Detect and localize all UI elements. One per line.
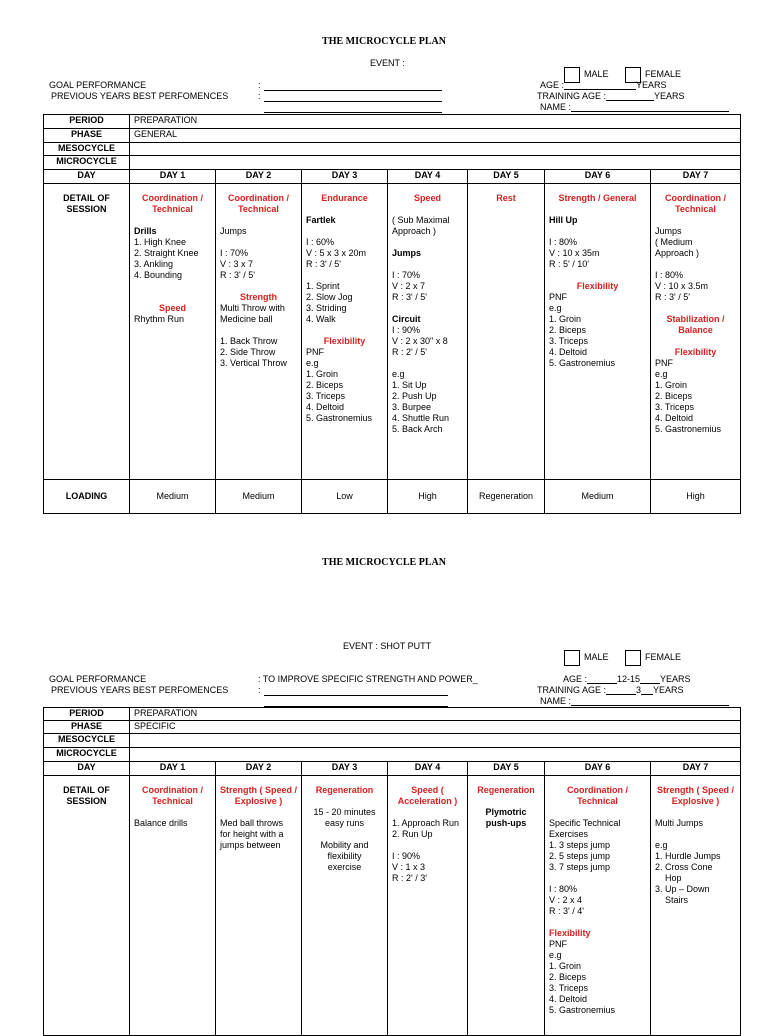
list-item: Approach )	[392, 226, 437, 236]
volume: V : 10 x 35m	[549, 248, 600, 258]
list-item: 2. Biceps	[306, 380, 344, 390]
list-item: 15 - 20 minutes	[313, 807, 376, 817]
period-value[interactable]: PREPARATION	[130, 115, 741, 129]
day-header: DAY 3	[302, 170, 388, 184]
list-item: ( Sub Maximal	[392, 215, 450, 225]
list-item: 5. Gastronemius	[655, 424, 722, 434]
list-item: Exercises	[549, 829, 589, 839]
microcycle-table	[43, 707, 741, 1036]
microcycle-label: MICROCYCLE	[44, 156, 130, 170]
form-title: THE MICROCYCLE PLAN	[322, 557, 446, 568]
day7-heading: Strength ( Speed / Explosive )	[656, 785, 734, 806]
list-item: 1. Groin	[549, 314, 582, 324]
female-label: FEMALE	[645, 652, 682, 662]
loading-value: High	[388, 480, 468, 514]
day-header: DAY 7	[651, 170, 741, 184]
name-field[interactable]	[571, 102, 729, 112]
day-label: DAY	[44, 170, 130, 184]
name-label: NAME :	[540, 696, 572, 706]
list-item: PNF	[655, 358, 673, 368]
day2-heading: Coordination / Technical	[228, 193, 289, 214]
day6-heading: Strength / General	[558, 193, 637, 203]
list-item: 3. Vertical Throw	[220, 358, 287, 368]
day-header: DAY 4	[388, 170, 468, 184]
list-item: Approach )	[655, 248, 700, 258]
age-years: YEARS	[660, 674, 691, 684]
day3-detail	[302, 184, 388, 480]
training-age-label: TRAINING AGE :	[537, 685, 607, 695]
list-item: 3. Striding	[306, 303, 347, 313]
flexibility-heading: Flexibility	[674, 347, 717, 357]
intensity: I : 90%	[392, 325, 421, 335]
list-item: 2. Push Up	[392, 391, 437, 401]
fartlek-label: Fartlek	[306, 215, 336, 225]
day5-detail	[468, 776, 545, 1036]
event-label: EVENT :	[370, 58, 405, 68]
list-item: e.g	[655, 840, 668, 850]
intensity: I : 90%	[392, 851, 421, 861]
strength-heading: Strength	[240, 292, 277, 302]
male-label: MALE	[584, 69, 609, 79]
list-item: 4. Deltoid	[306, 402, 345, 412]
list-item: easy runs	[324, 818, 365, 828]
period-label: PERIOD	[44, 115, 130, 129]
male-checkbox[interactable]	[564, 650, 580, 666]
list-item: e.g	[549, 303, 562, 313]
list-item: 1. 3 steps jump	[549, 840, 611, 850]
training-age-value[interactable]: 3	[636, 685, 642, 695]
loading-value: Low	[302, 480, 388, 514]
list-item: Balance drills	[134, 818, 188, 828]
hill-up-label: Hill Up	[549, 215, 578, 225]
day7-detail	[651, 776, 741, 1036]
event-label: EVENT : SHOT PUTT	[343, 641, 432, 651]
list-item: 5. Gastronemius	[549, 1005, 616, 1015]
phase-label: PHASE	[44, 129, 130, 143]
training-age-years: YEARS	[653, 685, 684, 695]
list-item: Multi Jumps	[655, 818, 704, 828]
volume: V : 2 x 30" x 8	[392, 336, 448, 346]
loading-value: Regeneration	[468, 480, 545, 514]
mesocycle-value[interactable]	[130, 734, 741, 748]
intensity: I : 70%	[220, 248, 249, 258]
list-item: Med ball throws	[220, 818, 284, 828]
list-item: 2. Slow Jog	[306, 292, 353, 302]
speed-heading: Speed	[158, 303, 186, 313]
day2-heading: Strength ( Speed / Explosive )	[220, 785, 298, 806]
microcycle-label: MICROCYCLE	[44, 748, 130, 762]
list-item: e.g	[655, 369, 668, 379]
list-item: Plymotric	[485, 807, 527, 817]
form-title: THE MICROCYCLE PLAN	[322, 36, 446, 47]
list-item: 3. Ankling	[134, 259, 174, 269]
day1-detail	[130, 776, 216, 1036]
list-item: Stairs	[665, 895, 689, 905]
day3-heading: Regeneration	[315, 785, 374, 795]
day-header: DAY 6	[545, 170, 651, 184]
list-item: 4. Bounding	[134, 270, 183, 280]
training-age-years: YEARS	[654, 91, 685, 101]
list-item: exercise	[327, 862, 362, 872]
name-field[interactable]	[571, 696, 729, 706]
microcycle-value[interactable]	[130, 156, 741, 170]
day5-heading: Rest	[496, 193, 516, 203]
mesocycle-value[interactable]	[130, 143, 741, 156]
list-item: e.g	[306, 358, 319, 368]
intensity: I : 80%	[655, 270, 684, 280]
age-label: AGE :	[540, 80, 565, 90]
flexibility-heading: Flexibility	[576, 281, 619, 291]
intensity: I : 60%	[306, 237, 335, 247]
loading-value: High	[651, 480, 741, 514]
prev-field[interactable]	[264, 686, 448, 696]
day-header: DAY 2	[216, 762, 302, 776]
drills-label: Drills	[134, 226, 157, 236]
list-item: 2. Biceps	[655, 391, 693, 401]
loading-value: Medium	[130, 480, 216, 514]
male-label: MALE	[584, 652, 609, 662]
list-item: PNF	[306, 347, 324, 357]
day6-heading: Coordination / Technical	[567, 785, 628, 806]
stabilization-heading: Stabilization / Balance	[666, 314, 725, 335]
list-item: 3. Up – Down	[655, 884, 710, 894]
list-item: flexibility	[327, 851, 362, 861]
rest: R : 3' / 5'	[392, 292, 427, 302]
list-item: Medicine ball	[220, 314, 273, 324]
list-item: 4. Deltoid	[549, 347, 588, 357]
prev-colon: :	[258, 91, 261, 101]
day4-detail	[388, 776, 468, 1036]
list-item: ( Medium	[655, 237, 693, 247]
list-item: Multi Throw with	[220, 303, 285, 313]
list-item: Mobility and	[320, 840, 369, 850]
list-item: 3. Triceps	[306, 391, 346, 401]
day2-detail	[216, 776, 302, 1036]
day-header: DAY 1	[130, 170, 216, 184]
detail-label: DETAIL OF SESSION	[44, 776, 130, 1036]
phase-value[interactable]: GENERAL	[130, 129, 741, 143]
prev-label: PREVIOUS YEARS BEST PERFOMENCES	[51, 91, 229, 101]
age-value[interactable]: 12-15	[617, 674, 641, 684]
mesocycle-label: MESOCYCLE	[44, 143, 130, 156]
day3-heading: Endurance	[321, 193, 368, 203]
volume: V : 2 x 4	[549, 895, 583, 905]
day1-heading: Coordination / Technical	[142, 193, 203, 214]
rest: R : 2' / 3'	[392, 873, 427, 883]
list-item: 1. Back Throw	[220, 336, 278, 346]
loading-value: Medium	[545, 480, 651, 514]
goal-label: GOAL PERFORMANCE	[49, 80, 147, 90]
phase-label: PHASE	[44, 721, 130, 734]
day-header: DAY 5	[468, 762, 545, 776]
rest: R : 3' / 5'	[220, 270, 255, 280]
day7-heading: Coordination / Technical	[665, 193, 726, 214]
list-item: for height with a	[220, 829, 284, 839]
list-item: e.g	[549, 950, 562, 960]
loading-value: Medium	[216, 480, 302, 514]
training-age-label: TRAINING AGE :	[537, 91, 607, 101]
rest: R : 3' / 4'	[549, 906, 584, 916]
day-header: DAY 1	[130, 762, 216, 776]
list-item: 3. Triceps	[549, 336, 589, 346]
list-item: Jumps	[220, 226, 247, 236]
goal-label: GOAL PERFORMANCE	[49, 674, 147, 684]
list-item: 5. Gastronemius	[549, 358, 616, 368]
day-header: DAY 2	[216, 170, 302, 184]
list-item: 5. Gastronemius	[306, 413, 373, 423]
list-item: PNF	[549, 939, 567, 949]
list-item: 1. Hurdle Jumps	[655, 851, 721, 861]
flexibility-heading: Flexibility	[323, 336, 366, 346]
prev-field[interactable]	[264, 92, 442, 102]
day3-detail	[302, 776, 388, 1036]
list-item: 1. Groin	[655, 380, 688, 390]
flexibility-heading: Flexibility	[549, 928, 591, 938]
loading-label: LOADING	[44, 480, 130, 514]
list-item: 1. Approach Run	[392, 818, 460, 828]
list-item: 5. Back Arch	[392, 424, 443, 434]
list-item: 1. High Knee	[134, 237, 187, 247]
list-item: Rhythm Run	[134, 314, 185, 324]
period-label: PERIOD	[44, 708, 130, 721]
day-label: DAY	[44, 762, 130, 776]
detail-label: DETAIL OF SESSION	[44, 184, 130, 480]
day4-heading: Speed ( Acceleration )	[397, 785, 458, 806]
phase-value[interactable]: SPECIFIC	[130, 721, 741, 734]
mesocycle-label: MESOCYCLE	[44, 734, 130, 748]
list-item: 2. Straight Knee	[134, 248, 199, 258]
intensity: I : 70%	[392, 270, 421, 280]
list-item: 2. 5 steps jump	[549, 851, 611, 861]
prev-label: PREVIOUS YEARS BEST PERFOMENCES	[51, 685, 229, 695]
prev-field-2[interactable]	[264, 103, 442, 113]
list-item: 4. Walk	[306, 314, 336, 324]
age-field[interactable]	[564, 80, 636, 90]
list-item: 1. Sit Up	[392, 380, 427, 390]
list-item: 1. Sprint	[306, 281, 340, 291]
volume: V : 3 x 7	[220, 259, 254, 269]
day1-heading: Coordination / Technical	[142, 785, 203, 806]
list-item: 4. Deltoid	[655, 413, 694, 423]
intensity: I : 80%	[549, 884, 578, 894]
day-header: DAY 3	[302, 762, 388, 776]
list-item: 2. Side Throw	[220, 347, 276, 357]
jumps-label: Jumps	[392, 248, 422, 258]
list-item: 2. Biceps	[549, 325, 587, 335]
list-item: 1. Groin	[306, 369, 339, 379]
day4-detail	[388, 184, 468, 480]
prev-field-2[interactable]	[264, 697, 448, 707]
list-item: Hop	[665, 873, 682, 883]
female-label: FEMALE	[645, 69, 682, 79]
period-value[interactable]: PREPARATION	[130, 708, 741, 721]
day5-detail	[468, 184, 545, 480]
volume: V : 5 x 3 x 20m	[306, 248, 367, 258]
list-item: Specific Technical	[549, 818, 621, 828]
rest: R : 3' / 5'	[655, 292, 690, 302]
name-label: NAME :	[540, 102, 572, 112]
list-item: 2. Run Up	[392, 829, 433, 839]
prev-colon: :	[258, 685, 261, 695]
list-item: 3. Triceps	[549, 983, 589, 993]
intensity: I : 80%	[549, 237, 578, 247]
list-item: jumps between	[220, 840, 281, 850]
rest: R : 2' / 5'	[392, 347, 427, 357]
microcycle-value[interactable]	[130, 748, 741, 762]
day-header: DAY 7	[651, 762, 741, 776]
training-age-field[interactable]	[606, 91, 654, 101]
rest: R : 5' / 10'	[549, 259, 589, 269]
age-years: YEARS	[636, 80, 667, 90]
list-item: 4. Deltoid	[549, 994, 588, 1004]
female-checkbox[interactable]	[625, 650, 641, 666]
day4-heading: Speed	[413, 193, 441, 203]
list-item: 4. Shuttle Run	[392, 413, 450, 423]
day-header: DAY 5	[468, 170, 545, 184]
list-item: push-ups	[485, 818, 527, 828]
list-item: 2. Cross Cone	[655, 862, 713, 872]
day6-detail	[545, 776, 651, 1036]
goal-value[interactable]: : TO IMPROVE SPECIFIC STRENGTH AND POWER_	[258, 674, 478, 684]
day5-heading: Regeneration	[477, 785, 535, 795]
list-item: PNF	[549, 292, 567, 302]
day1-detail	[130, 184, 216, 480]
day2-detail	[216, 184, 302, 480]
rest: R : 3' / 5'	[306, 259, 341, 269]
goal-field[interactable]	[264, 81, 442, 91]
list-item: 3. Burpee	[392, 402, 432, 412]
list-item: 2. Biceps	[549, 972, 587, 982]
list-item: 3. 7 steps jump	[549, 862, 611, 872]
goal-colon: :	[258, 80, 261, 90]
day-header: DAY 6	[545, 762, 651, 776]
list-item: e.g	[392, 369, 405, 379]
volume: V : 1 x 3	[392, 862, 426, 872]
volume: V : 10 x 3.5m	[655, 281, 709, 291]
circuit-label: Circuit	[392, 314, 421, 324]
volume: V : 2 x 7	[392, 281, 426, 291]
age-label: AGE :	[563, 674, 588, 684]
day-header: DAY 4	[388, 762, 468, 776]
day7-detail	[651, 184, 741, 480]
list-item: Jumps	[655, 226, 682, 236]
day6-detail	[545, 184, 651, 480]
list-item: 1. Groin	[549, 961, 582, 971]
list-item: 3. Triceps	[655, 402, 695, 412]
microcycle-table	[43, 114, 741, 514]
